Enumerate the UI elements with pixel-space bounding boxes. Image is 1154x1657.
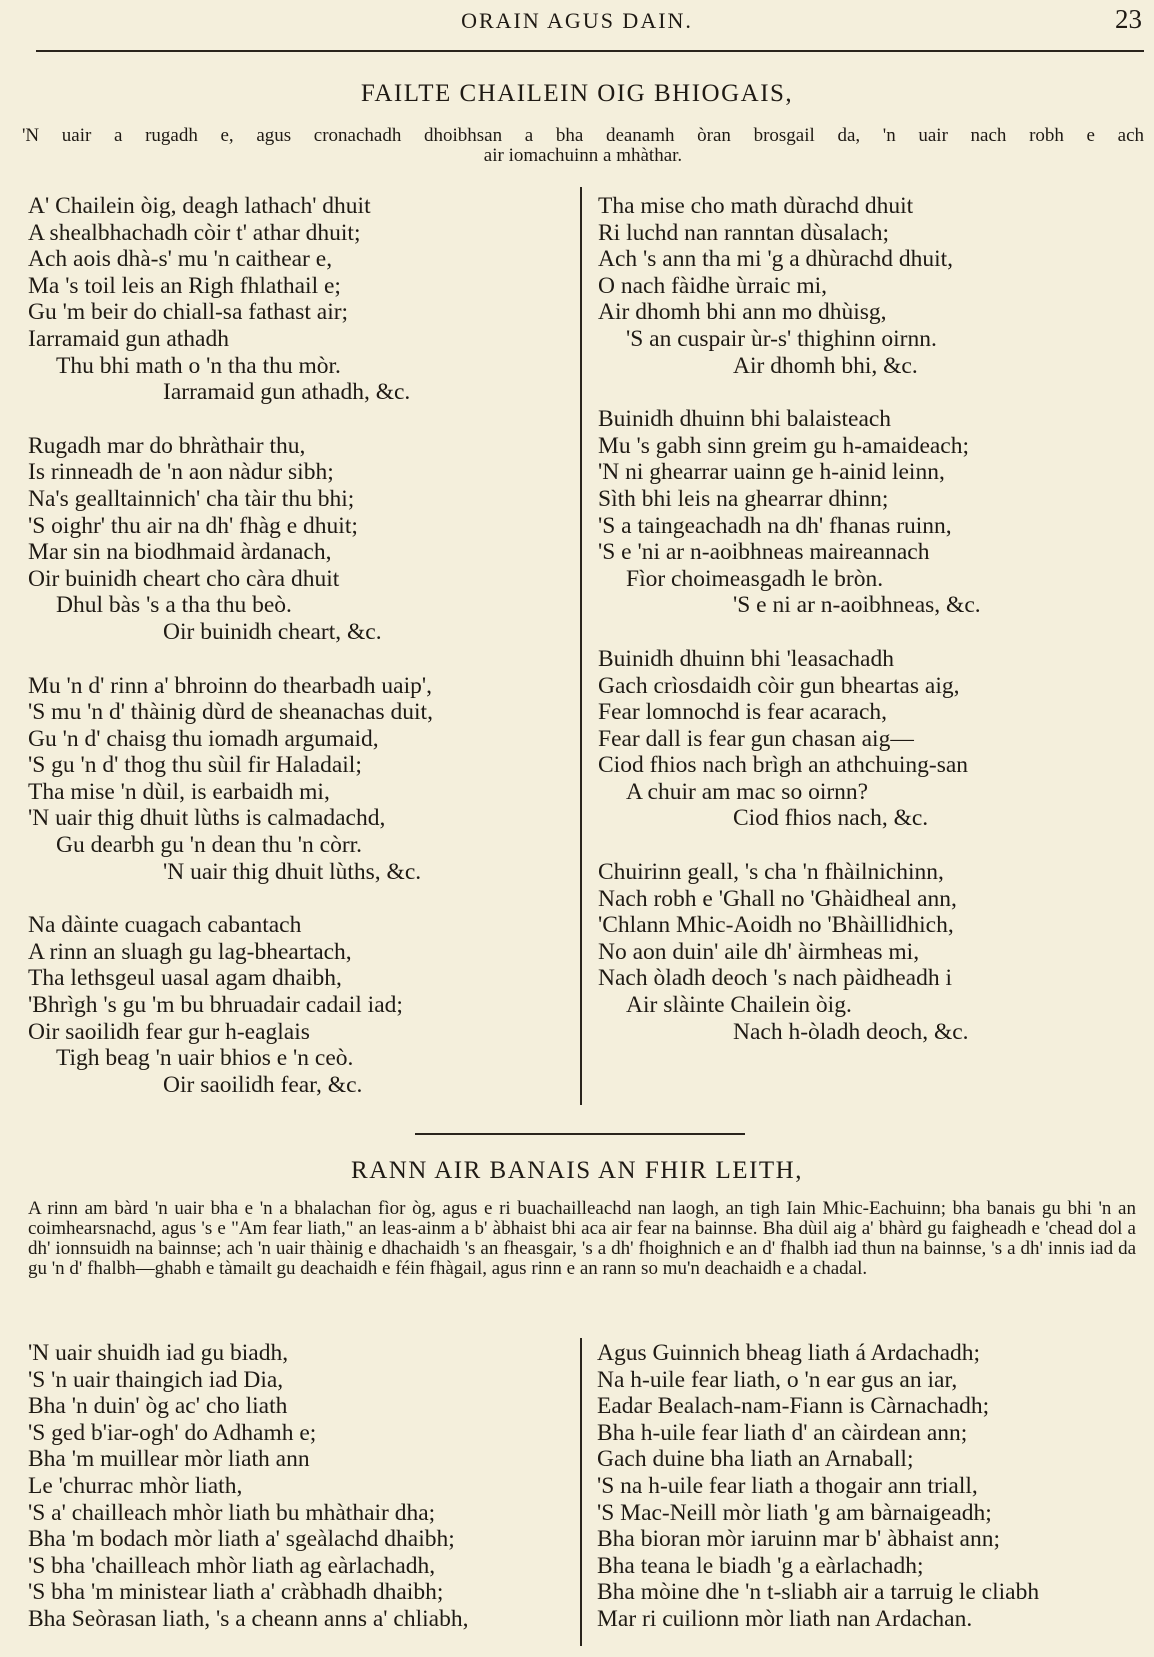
stanza xyxy=(598,859,1138,1045)
verse-line: 'S a' chailleach mhòr liath bu mhàthair dha; xyxy=(28,1499,436,1526)
poem1-column-rule xyxy=(580,187,582,1105)
stanza xyxy=(598,193,1138,379)
refrain-line: Nach h-òladh deoch, &c. xyxy=(733,1018,969,1045)
verse-line: A rinn an sluagh gu lag-bheartach, xyxy=(28,938,352,965)
poem1-intro xyxy=(22,126,1144,166)
verse-line: Dhul bàs 's a tha thu beò. xyxy=(56,592,292,619)
stanza xyxy=(598,406,1138,619)
verse-line: Eadar Bealach-nam-Fiann is Càrnachadh; xyxy=(597,1393,990,1420)
refrain-line: Oir saoilidh fear, &c. xyxy=(163,1071,363,1098)
poem2-title: RANN AIR BANAIS AN FHIR LEITH, xyxy=(351,1157,803,1184)
verse-line: Gach crìosdaidh còir gun bheartas aig, xyxy=(598,672,960,699)
poem1-intro-line2: air iomachuinn a mhàthar. xyxy=(483,145,683,166)
header-rule xyxy=(36,50,1144,52)
verse-line: A chuir am mac so oirnn? xyxy=(626,778,869,805)
verse-line: Mar ri cuilionn mòr liath nan Ardachan. xyxy=(597,1605,973,1632)
poem2-column-rule xyxy=(580,1338,582,1646)
verse-line: Tha mise cho math dùrachd dhuit xyxy=(598,193,914,219)
poem1-left-column xyxy=(28,193,568,1098)
verse-line: Ri luchd nan ranntan dùsalach; xyxy=(598,219,890,246)
verse-line: Na h-uile fear liath, o 'n ear gus an iar, xyxy=(597,1366,958,1393)
verse-line: Tha mise 'n dùil, is earbaidh mi, xyxy=(28,778,330,805)
verse-line: O nach fàidhe ùrraic mi, xyxy=(598,272,828,299)
poem2-left-column xyxy=(28,1340,568,1633)
stanza xyxy=(28,433,568,646)
refrain-line: Ciod fhios nach, &c. xyxy=(733,805,929,832)
verse-line: Air slàinte Chailein òig. xyxy=(626,992,852,1019)
verse-line: 'Chlann Mhic-Aoidh no 'Bhàillidhich, xyxy=(598,912,954,939)
running-title: ORAIN AGUS DAIN. xyxy=(461,8,693,33)
verse-line: Fear dall is fear gun chasan aig— xyxy=(598,725,914,752)
refrain-line: Oir buinidh cheart, &c. xyxy=(163,618,382,645)
section-rule xyxy=(415,1133,745,1135)
refrain-line: 'S e ni ar n-aoibhneas, &c. xyxy=(733,592,981,619)
verse-line: Ach aois dhà-s' mu 'n caithear e, xyxy=(28,246,333,273)
verse-line: A shealbhachadh còir t' athar dhuit; xyxy=(28,219,361,246)
verse-line: Bha mòine dhe 'n t-sliabh air a tarruig le cliabh xyxy=(597,1579,1040,1606)
verse-line: 'S ged b'iar-ogh' do Adhamh e; xyxy=(28,1419,317,1446)
verse-line: 'N ni ghearrar uainn ge h-ainid leinn, xyxy=(598,459,945,486)
stanza xyxy=(28,912,568,1098)
verse-line: Tigh beag 'n uair bhios e 'n ceò. xyxy=(56,1045,354,1072)
verse-line: Bha 'm bodach mòr liath a' sgeàlachd dhaibh; xyxy=(28,1526,455,1553)
verse-line: 'S oighr' thu air na dh' fhàg e dhuit; xyxy=(28,512,358,539)
verse-line: Mu 'n d' rinn a' bhroinn do thearbadh uaip', xyxy=(28,672,432,699)
verse-line: Le 'churrac mhòr liath, xyxy=(28,1472,243,1499)
verse-line: Oir buinidh cheart cho càra dhuit xyxy=(28,565,340,592)
verse-line: 'N uair shuidh iad gu biadh, xyxy=(28,1340,289,1366)
verse-line: 'N uair thig dhuit lùths is calmadachd, xyxy=(28,805,386,832)
poem1-right-column xyxy=(598,193,1138,1045)
verse-line: 'S gu 'n d' thog thu sùil fir Haladail; xyxy=(28,752,362,779)
running-head xyxy=(0,4,1154,44)
verse-line: Na dàinte cuagach cabantach xyxy=(28,912,302,939)
verse-line: Gu dearbh gu 'n dean thu 'n còrr. xyxy=(56,832,363,859)
verse-line: Chuirinn geall, 's cha 'n fhàilnichinn, xyxy=(598,859,944,886)
verse-line: Fear lomnochd is fear acarach, xyxy=(598,699,888,726)
verse-line: Gu 'm beir do chiall-sa fathast air; xyxy=(28,299,349,326)
poem2-right-column xyxy=(597,1340,1142,1633)
verse-line: 'S 'n uair thaingich iad Dia, xyxy=(28,1366,284,1393)
verse-line: 'S na h-uile fear liath a thogair ann triall, xyxy=(597,1472,978,1499)
verse-line: Nach robh e 'Ghall no 'Ghàidheal ann, xyxy=(598,885,957,912)
verse-line: 'S mu 'n d' thàinig dùrd de sheanachas duit, xyxy=(28,699,433,726)
stanza xyxy=(598,646,1138,832)
verse-line: Bha teana le biadh 'g a eàrlachadh; xyxy=(597,1552,924,1579)
verse-line: 'S Mac-Neill mòr liath 'g am bàrnaigeadh; xyxy=(597,1499,992,1526)
refrain-line: Iarramaid gun athadh, &c. xyxy=(163,379,411,406)
verse-line: Tha lethsgeul uasal agam dhaibh, xyxy=(28,965,342,992)
poem1-title: FAILTE CHAILEIN OIG BHIOGAIS, xyxy=(360,80,794,107)
poem1-intro-line1: 'N uair a rugadh e, agus cronachadh dhoibhsan a bha deanamh òran brosgail da, 'n uair nach robh e ach xyxy=(22,125,1144,146)
verse-line: Fìor choimeasgadh le bròn. xyxy=(626,565,884,592)
verse-line: Ciod fhios nach brìgh an athchuing-san xyxy=(598,752,969,779)
stanza xyxy=(28,193,568,406)
verse-line: Air dhomh bhi ann mo dhùisg, xyxy=(598,299,887,326)
verse-line: 'S a taingeachadh na dh' fhanas ruinn, xyxy=(598,512,952,539)
verse-line: 'S bha 'chailleach mhòr liath ag eàrlachadh, xyxy=(28,1552,436,1579)
verse-line: Rugadh mar do bhràthair thu, xyxy=(28,432,306,459)
verse-line: 'S e 'ni ar n-aoibhneas maireannach xyxy=(598,539,930,566)
verse-line: Mar sin na biodhmaid àrdanach, xyxy=(28,539,332,566)
verse-line: Ma 's toil leis an Righ fhlathail e; xyxy=(28,272,341,299)
verse-line: Na's gealltainnich' cha tàir thu bhi; xyxy=(28,485,355,512)
verse-line: Thu bhi math o 'n tha thu mòr. xyxy=(56,352,341,379)
verse-line: Buinidh dhuinn bhi 'leasachadh xyxy=(598,645,894,672)
verse-line: Bha bioran mòr iaruinn mar b' àbhaist ann; xyxy=(597,1526,1000,1553)
verse-line: Sìth bhi leis na ghearrar dhinn; xyxy=(598,485,889,512)
verse-line: 'S bha 'm ministear liath a' cràbhadh dhaibh; xyxy=(28,1579,444,1606)
verse-line: Is rinneadh de 'n aon nàdur sibh; xyxy=(28,459,334,486)
page-number: 23 xyxy=(1115,4,1142,34)
refrain-line: 'N uair thig dhuit lùths, &c. xyxy=(163,858,422,885)
verse-line: A' Chailein òig, deagh lathach' dhuit xyxy=(28,193,371,219)
verse-line: Ach 's ann tha mi 'g a dhùrachd dhuit, xyxy=(598,246,954,273)
poem2-intro: A rinn am bàrd 'n uair bha e 'n a bhalachan fìor òg, agus e ri buachailleachd nan laogh, an tigh Iain Mhic-Eachuinn; bha banais gu bhi 'n an coimhearsnachd, agus 's e "Am fear liath," an leas-ainm a b' àbhaist bhi aca air fear na bainnse. Bha dùil aig a' bhàrd gu faigheadh e 'chead dol a dh' ionnsuidh na bainnse; ach 'n uair thàinig e dhachaidh 's an fheasgair, 's a dh' fhoighnich e an d' fhalbh iad thun na bainnse, 's a dh' innis iad da gu 'n d' fhalbh—ghabh e tàmailt gu deachaidh e féin fhàgail, agus rinn e an rann so mu'n deachaidh e a chadal. xyxy=(28,1198,1136,1279)
verse-line: 'Bhrìgh 's gu 'm bu bhruadair cadail iad; xyxy=(28,992,403,1019)
verse-line: Iarramaid gun athadh xyxy=(28,325,229,352)
verse-line: Bha Seòrasan liath, 's a cheann anns a' chliabh, xyxy=(28,1605,469,1632)
verse-line: No aon duin' aile dh' àirmheas mi, xyxy=(598,938,920,965)
verse-line: 'S an cuspair ùr-s' thighinn oirnn. xyxy=(626,325,937,352)
verse-line: Agus Guinnich bheag liath á Ardachadh; xyxy=(597,1340,981,1366)
refrain-line: Air dhomh bhi, &c. xyxy=(733,352,918,379)
verse-line: Bha 'm muillear mòr liath ann xyxy=(28,1446,310,1473)
verse-line: Bha 'n duin' òg ac' cho liath xyxy=(28,1393,288,1420)
verse-line: Oir saoilidh fear gur h-eaglais xyxy=(28,1018,310,1045)
verse-line: Gu 'n d' chaisg thu iomadh argumaid, xyxy=(28,725,379,752)
verse-line: Mu 's gabh sinn greim gu h-amaideach; xyxy=(598,432,970,459)
verse-line: Nach òladh deoch 's nach pàidheadh i xyxy=(598,965,952,992)
verse-line: Gach duine bha liath an Arnaball; xyxy=(597,1446,914,1473)
verse-line: Buinidh dhuinn bhi balaisteach xyxy=(598,406,892,433)
verse-line: Bha h-uile fear liath d' an càirdean ann; xyxy=(597,1419,968,1446)
stanza xyxy=(28,673,568,886)
